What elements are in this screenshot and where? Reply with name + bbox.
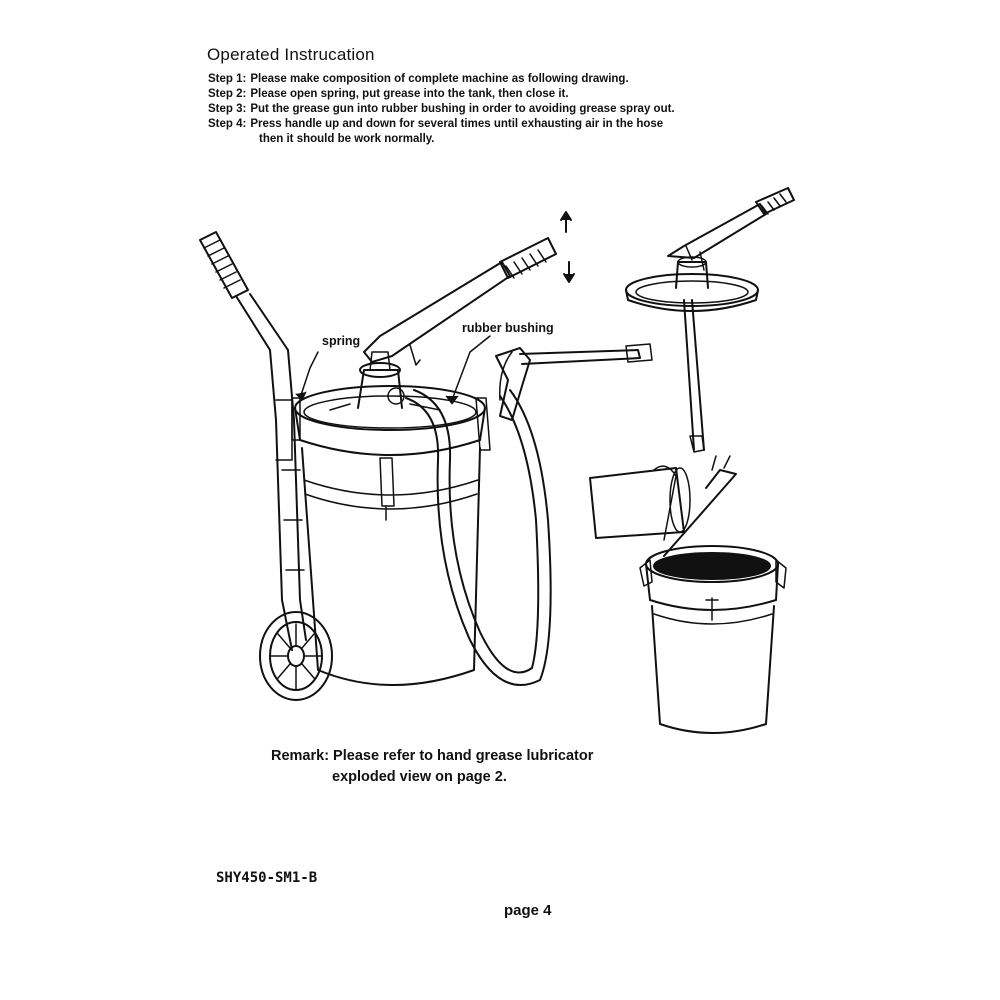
up-arrow-icon <box>561 212 571 232</box>
spring-label: spring <box>322 334 361 348</box>
pump-lever-icon <box>364 238 556 365</box>
page-title: Operated Instrucation <box>207 45 375 64</box>
grease-machine-illustration <box>200 212 652 700</box>
wheel-icon <box>260 612 332 700</box>
remark-line-1: Remark: Please refer to hand grease lubricator <box>271 748 594 764</box>
remark-note <box>271 746 593 788</box>
tank-filling-illustration <box>590 456 786 733</box>
page-number: page 4 <box>504 902 552 919</box>
step-4-text: Press handle up and down for several times until exhausting air in the hose <box>250 118 664 130</box>
open-tank-icon <box>640 546 786 733</box>
grease-gun-icon <box>496 344 652 420</box>
step-4-number: Step 4: <box>208 118 247 130</box>
step-1-number: Step 1: <box>208 73 247 85</box>
trolley-frame-icon <box>236 296 292 650</box>
step-3-number: Step 3: <box>208 103 247 115</box>
grease-tank-icon <box>292 386 490 685</box>
spring-pointer-icon <box>300 352 318 398</box>
down-arrow-icon <box>564 262 574 282</box>
rubber-bushing-pointer-icon <box>452 336 490 400</box>
step-2-text: Please open spring, put grease into the tank, then close it. <box>250 88 569 100</box>
step-2-number: Step 2: <box>208 88 247 100</box>
step-3-text: Put the grease gun into rubber bushing in order to avoiding grease spray out. <box>250 103 675 115</box>
step-4-continuation: then it should be work normally. <box>259 133 435 145</box>
remark-line-2: exploded view on page 2. <box>332 769 507 785</box>
pump-head-icon <box>330 352 440 410</box>
step-1-text: Please make composition of complete machine as following drawing. <box>250 73 629 85</box>
rubber-bushing-label: rubber bushing <box>462 321 554 335</box>
pump-assembly-illustration <box>626 188 794 452</box>
model-code: SHY450-SM1-B <box>216 870 318 886</box>
